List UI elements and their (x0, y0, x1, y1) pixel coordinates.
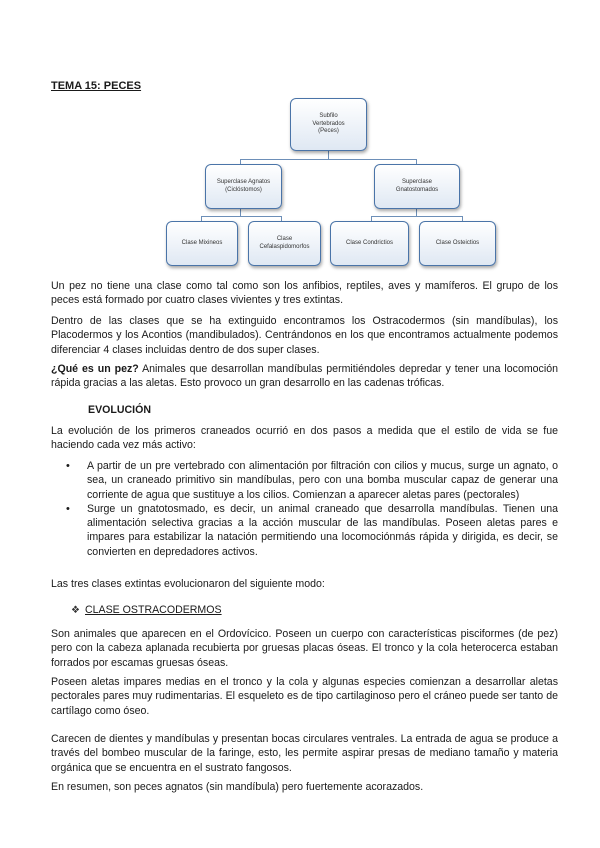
node-clase-cefalaspidomorfos (248, 221, 321, 266)
node-label: Vertebrados (312, 120, 345, 127)
answer-text: Animales que desarrollan mandíbulas permitiéndoles depredar y tener una locomoción rápida gracias a las aletas. Esto provoco un gran desarrollo en las cadenas tróficas. (51, 363, 558, 390)
paragraph-clases: Dentro de las clases que se ha extinguido encontramos los Ostracodermos (sin mandíbulas), los Placodermos y los Acontios (mandibulados). Centrándonos en los que encontramos actualmente podemos diferenciar 4 clases incluidas dentro de dos super clases. (51, 315, 558, 356)
node-label: Clase Mixineos (181, 239, 223, 246)
node-clase-condrictios (330, 221, 409, 266)
node-label: (Ciclóstomos) (225, 186, 262, 193)
question-bold: ¿Qué es un pez? (51, 363, 139, 375)
section-heading-evolucion: EVOLUCIÓN (88, 404, 151, 416)
connector (240, 209, 241, 216)
node-label: Clase (276, 236, 293, 242)
paragraph-resumen: En resumen, son peces agnatos (sin mandíbula) pero fuertemente acorazados. (51, 781, 424, 793)
paragraph-ostracodermos-2: Poseen aletas impares medias en el tronco y la cola y algunas especies comienzan a desarrollar aletas pectorales pares muy rudimentarias. El esqueleto es de tipo cartilaginoso pero el cráneo puede ser tanto de cartílago como óseo. (51, 676, 558, 717)
node-clase-osteictios (419, 221, 496, 266)
evolution-list (66, 459, 558, 559)
node-label: Superclase (401, 179, 432, 185)
diamond-bullet-icon: ❖ (71, 605, 80, 616)
node-label: Clase Osteictios (435, 239, 480, 246)
connector (371, 216, 462, 217)
paragraph-que-es-un-pez (51, 362, 558, 391)
subheading-ostracodermos (71, 604, 222, 616)
node-superclase-gnatostomados (374, 164, 460, 209)
paragraph-ostracodermos-3: Carecen de dientes y mandíbulas y presentan bocas circulares ventrales. La entrada de agua se produce a través del bombeo muscular de la faringe, esto, les permite aspirar presas de mediano tamaño y materia orgánica que se encuentra en el sustrato fangosos. (51, 733, 558, 774)
subheading-label: CLASE OSTRACODERMOS (85, 604, 222, 616)
connector (416, 209, 417, 216)
document-title: TEMA 15: PECES (51, 80, 142, 92)
node-label: (Peces) (318, 128, 339, 135)
node-label: Cefalaspidomorfos (259, 243, 310, 250)
paragraph-evolucion: La evolución de los primeros craneados ocurrió en dos pasos a medida que el estilo de vida se fue haciendo cada vez más activo: (51, 425, 558, 452)
paragraph-ostracodermos-1: Son animales que aparecen en el Ordovícico. Poseen un cuerpo con características pisciformes (de pez) pero con la cabeza aplanada recubierta por gruesas placas óseas. El tronco y la cola heterocerca estaban forrados por escamas gruesas óseas. (51, 628, 558, 669)
node-superclase-agnatos (205, 164, 282, 209)
node-label: Gnatostomados (395, 186, 439, 193)
paragraph-clases-extintas: Las tres clases extintas evolucionaron del siguiente modo: (51, 578, 325, 590)
root-node-vertebrados (290, 98, 367, 151)
node-label: Superclase Agnatos (216, 179, 271, 185)
node-label: Clase Condrictios (345, 239, 394, 246)
connector (201, 216, 281, 217)
node-clase-mixineos (166, 221, 238, 266)
paragraph-intro: Un pez no tiene una clase como tal como son los anfibios, reptiles, aves y mamíferos. El grupo de los peces está formado por cuatro clases vivientes y tres extintas. (51, 280, 558, 307)
connector (328, 151, 329, 159)
node-label: Subfilo (319, 113, 338, 120)
list-item: • A partir de un pre vertebrado con alimentación por filtración con cilios y mucus, surge un agnato, o sea, un craneado primitivo sin mandíbulas, pero con una bomba muscular capaz de generar una corriente de agua que sustituye a los cilios. Comienzan a aparecer aletas pares (pectorales) (66, 459, 558, 502)
list-item: • Surge un gnatotosmado, es decir, un animal craneado que desarrolla mandíbulas. Tienen una alimentación selectiva gracias a la acción muscular de las mandíbulas. Poseen aletas pares e impares para estabilizar la natación permitiendo una locomociónmás rápida y dirigida, es decir, se convierten en depredadores activos. (66, 502, 558, 559)
classification-diagram (160, 94, 500, 274)
connector (240, 159, 417, 160)
